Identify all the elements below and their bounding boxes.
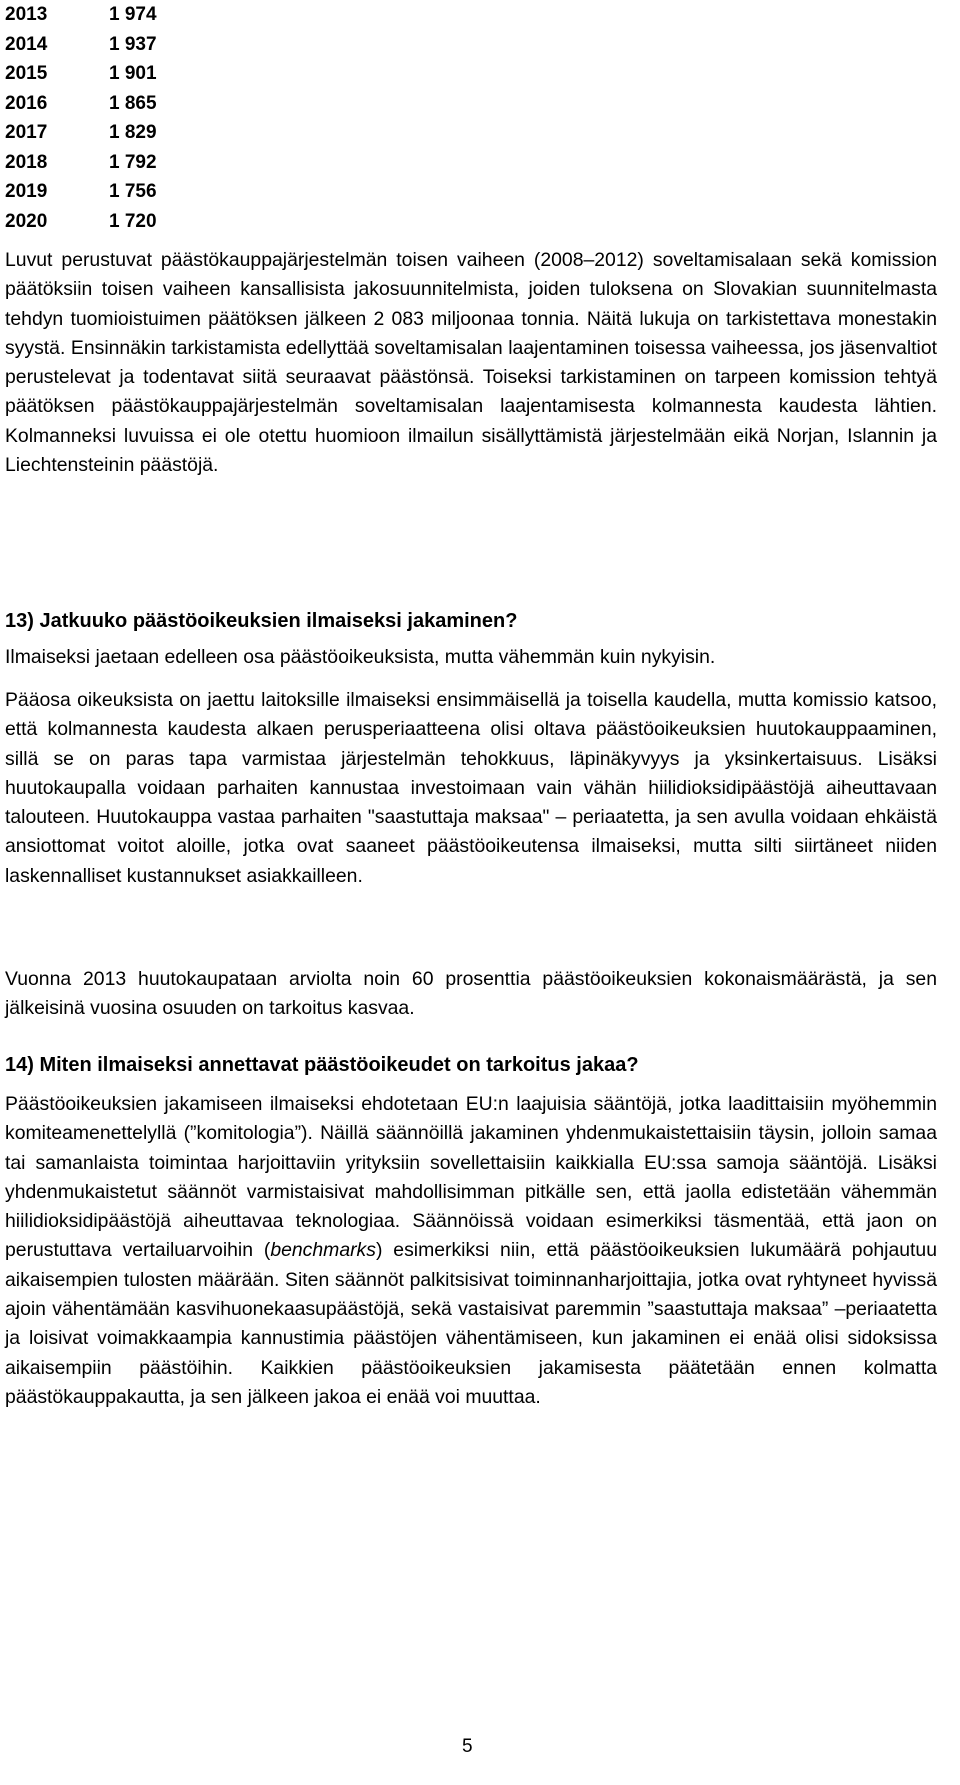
year: 2017 bbox=[5, 122, 48, 143]
year-row bbox=[5, 0, 205, 30]
year: 2020 bbox=[5, 210, 48, 232]
paragraph-figures-basis: Luvut perustuvat päästökauppajärjestelmän toisen vaiheen (2008–2012) soveltamisalaan sekä komission päätöksiin toisen vaiheen kansallisista jakosuunnitelmista, joiden tuloksena on Slovakian suunnitelmasta tehdyn tuomioistuimen päätöksen jälkeen 2 083 miljoonaa tonnia. Näitä lukuja on tarkistettava monestakin syystä. Ensinnäkin tarkistamista edellyttää soveltamisalan laajentaminen toisessa vaiheessa, jos jäsenvaltiot perustelevat ja todentavat siitä seuraavat päästönsä. Toiseksi tarkistaminen on tarpeen komission tehtyä päätöksen päästökauppajärjestelmän soveltamisalan laajentamisesta kolmannesta kaudesta lähtien. Kolmanneksi luvuissa ei ole otettu huomioon ilmailun sisällyttämistä järjestelmään eikä Norjan, Islannin ja Liechtensteinin päästöjä. bbox=[5, 249, 937, 477]
paragraph-auctioning-principle: Pääosa oikeuksista on jaettu laitoksille ilmaiseksi ensimmäisellä ja toisella kaudella, mutta komissio katsoo, että kolmannesta kaudesta alkaen perusperiaatteena olisi oltava päästöoikeuksien huutokauppaaminen, sillä se on paras tapa varmistaa järjestelmän tehokkuus, läpinäkyvyys ja yksinkertaisuus. Lisäksi huutokaupalla voidaan parhaiten kannustaa investoimaan vain vähän hiilidioksidipäästöjä aiheuttavaan talouteen. Huutokauppa vastaa parhaiten "saastuttaja maksaa" – periaatetta, ja sen avulla voidaan ehkäistä ansiottomat voitot aloille, jotka ovat saaneet päästöoikeutensa ilmaiseksi, mutta silti siirtäneet niiden laskennalliset kustannukset asiakkailleen. bbox=[5, 689, 937, 887]
year: 2019 bbox=[5, 181, 48, 202]
year-row bbox=[5, 118, 205, 148]
paragraph-allocation-rules-part2: ) esimerkiksi niin, että päästöoikeuksien lukumäärä pohjautuu aikaisempien tulosten määrään. Siten säännöt palkitsisivat toiminnanharjoittajia, jotka ovat ryhtyneet hyvissä ajoin vähentämään kasvihuonekaasupäästöjä, sekä vastaisivat paremmin ”saastuttaja maksaa” –periaatetta ja loisivat voimakkaampia kannustimia päästöjen vähentämiseen, kun jakaminen ei enää olisi sidoksissa aikaisempiin päästöihin. Kaikkien päästöoikeuksien jakamisesta päätetään ennen kolmatta päästökauppakautta, ja sen jälkeen jakoa ei enää voi muuttaa. bbox=[5, 1239, 937, 1408]
benchmarks-term: benchmarks bbox=[270, 1239, 376, 1262]
heading-question-13: 13) Jatkuuko päästöoikeuksien ilmaiseksi jakaminen? bbox=[5, 610, 518, 632]
paragraph-allocation-rules-part1: Päästöoikeuksien jakamiseen ilmaiseksi ehdotetaan EU:n laajuisia sääntöjä, jotka laadittaisiin myöhemmin komiteamenettelyllä (”komitologia”). Näillä säännöillä jakaminen yhdenmukaistettaisiin täysin, jolloin samaa tai samanlaista toimintaa harjoittaviin yrityksiin sovellettaisiin kaikkialla EU:ssa samoja sääntöjä. Lisäksi yhdenmukaistetut säännöt varmistaisivat mahdollisimman pitkälle sen, että jaolla edistetään vähemmän hiilidioksidipäästöjä aiheuttavaa teknologiaa. Säännöissä voidaan esimerkiksi täsmentää, että jaon on perustuttava vertailuarvoihin ( bbox=[5, 1093, 937, 1262]
allowance-value: 1 937 bbox=[109, 33, 157, 55]
year-row bbox=[5, 207, 205, 237]
year: 2016 bbox=[5, 92, 48, 114]
allowance-value: 1 865 bbox=[109, 92, 157, 114]
year: 2018 bbox=[5, 151, 48, 173]
year-row bbox=[5, 177, 205, 207]
year: 2014 bbox=[5, 33, 48, 55]
allowance-value: 1 901 bbox=[109, 63, 157, 84]
year-row bbox=[5, 30, 205, 60]
paragraph-free-allocation-continues: Ilmaiseksi jaetaan edelleen osa päästöoikeuksista, mutta vähemmän kuin nykyisin. bbox=[5, 646, 716, 668]
paragraph-allocation-rules bbox=[5, 1090, 937, 1412]
heading-question-14: 14) Miten ilmaiseksi annettavat päästöoikeudet on tarkoitus jakaa? bbox=[5, 1054, 639, 1076]
allowance-value: 1 720 bbox=[109, 210, 157, 232]
year: 2013 bbox=[5, 4, 48, 25]
year-row bbox=[5, 89, 205, 119]
allowance-value: 1 974 bbox=[109, 4, 157, 25]
year-table bbox=[5, 0, 205, 236]
allowance-value: 1 829 bbox=[109, 122, 157, 143]
year-row bbox=[5, 148, 205, 178]
year: 2015 bbox=[5, 63, 48, 84]
page-number: 5 bbox=[462, 1736, 473, 1757]
allowance-value: 1 792 bbox=[109, 151, 157, 173]
allowance-value: 1 756 bbox=[109, 181, 157, 202]
paragraph-auction-share-2013: Vuonna 2013 huutokaupataan arviolta noin 60 prosenttia päästöoikeuksien kokonaismäärästä, ja sen jälkeisinä vuosina osuuden on tarkoitus kasvaa. bbox=[5, 968, 937, 1020]
year-row bbox=[5, 59, 205, 89]
